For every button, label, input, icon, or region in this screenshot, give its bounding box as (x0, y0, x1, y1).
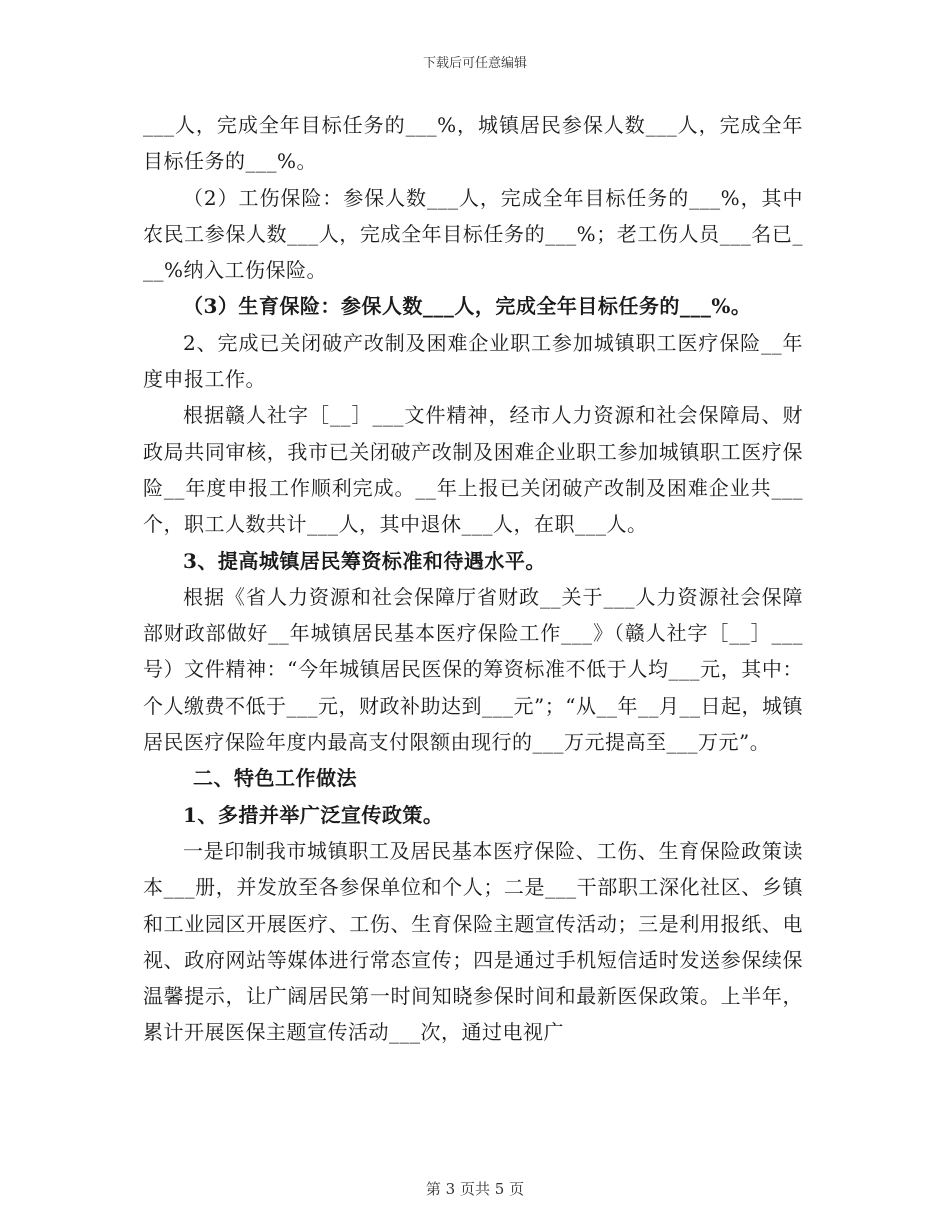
paragraph-7: 根据《省人力资源和社会保障厅省财政__关于___人力资源社会保障部财政部做好__年城镇居民基本医疗保险工作___》（赣人社字［__］___号）文件精神：“今年城镇居民医保的筹资标准不低于人均___元，其中：个人缴费不低于___元，财政补助达到___元”；“从__年__月__日起，城镇居民医疗保险年度内最高支付限额由现行的___万元提高至___万元”。 (143, 584, 803, 755)
paragraph-5: 根据赣人社字［__］___文件精神，经市人力资源和社会保障局、财政局共同审核，我市已关闭破产改制及困难企业职工参加城镇职工医疗保险__年度申报工作顺利完成。__年上报已关闭破产改制及困难企业共___个，职工人数共计___人，其中退休___人，在职___人。 (143, 403, 803, 537)
heading-3: 3、提高城镇居民筹资标准和待遇水平。 (183, 548, 546, 573)
paragraph-10: 一是印制我市城镇职工及居民基本医疗保险、工伤、生育保险政策读本___册，并发放至各参保单位和个人；二是___干部职工深化社区、乡镇和工业园区开展医疗、工伤、生育保险主题宣传活动；三是利用报纸、电视、政府网站等媒体进行常态宣传；四是通过手机短信适时发送参保续保温馨提示，让广阔居民第一时间知晓参保时间和最新医保政策。上半年，累计开展医保主题宣传活动___次，通过电视广 (143, 838, 803, 1045)
document-body (143, 107, 803, 1051)
heading-1: 1、多措并举广泛宣传政策。 (183, 802, 444, 827)
paragraph-2: （2）工伤保险：参保人数___人，完成全年目标任务的___%，其中农民工参保人数___人，完成全年目标任务的___%；老工伤人员___名已___%纳入工伤保险。 (143, 185, 803, 283)
page-footer: 第 3 页共 5 页 (425, 1180, 525, 1198)
page-header: 下载后可任意编辑 (422, 56, 527, 71)
paragraph-3: （3）生育保险：参保人数___人，完成全年目标任务的___%。 (183, 294, 752, 319)
section-heading-2: 二、特色工作做法 (193, 766, 357, 791)
paragraph-1: ___人，完成全年目标任务的___%，城镇居民参保人数___人，完成全年目标任务的___%。 (143, 113, 803, 174)
paragraph-4: 2、完成已关闭破产改制及困难企业职工参加城镇职工医疗保险__年度申报工作。 (143, 330, 803, 392)
